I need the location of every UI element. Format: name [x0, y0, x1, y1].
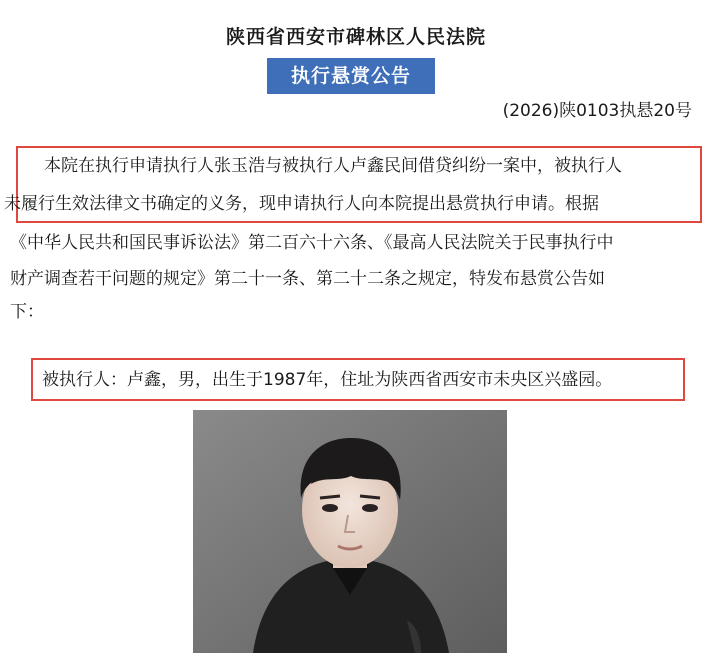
body-line-3: 《中华人民共和国民事诉讼法》第二百六十六条、《最高人民法院关于民事执行中 — [10, 233, 614, 253]
court-name: 陕西省西安市碑林区人民法院 — [225, 26, 486, 48]
respondent-photo — [193, 410, 507, 653]
portrait-image — [193, 410, 507, 653]
respondent-info: 被执行人：卢鑫，男，出生于1987年，住址为陕西省西安市未央区兴盛园。 — [42, 370, 613, 390]
notice-title-banner: 执行悬赏公告 — [267, 58, 435, 94]
body-line-5: 下： — [10, 302, 44, 322]
body-line-1: 本院在执行申请执行人张玉浩与被执行人卢鑫民间借贷纠纷一案中，被执行人 — [10, 156, 622, 176]
body-line-4: 财产调查若干问题的规定》第二十一条、第二十二条之规定，特发布悬赏公告如 — [10, 269, 605, 289]
case-number: (2026)陕0103执悬20号 — [502, 101, 692, 121]
body-line-2: 未履行生效法律文书确定的义务，现申请执行人向本院提出悬赏执行申请。根据 — [4, 194, 599, 214]
